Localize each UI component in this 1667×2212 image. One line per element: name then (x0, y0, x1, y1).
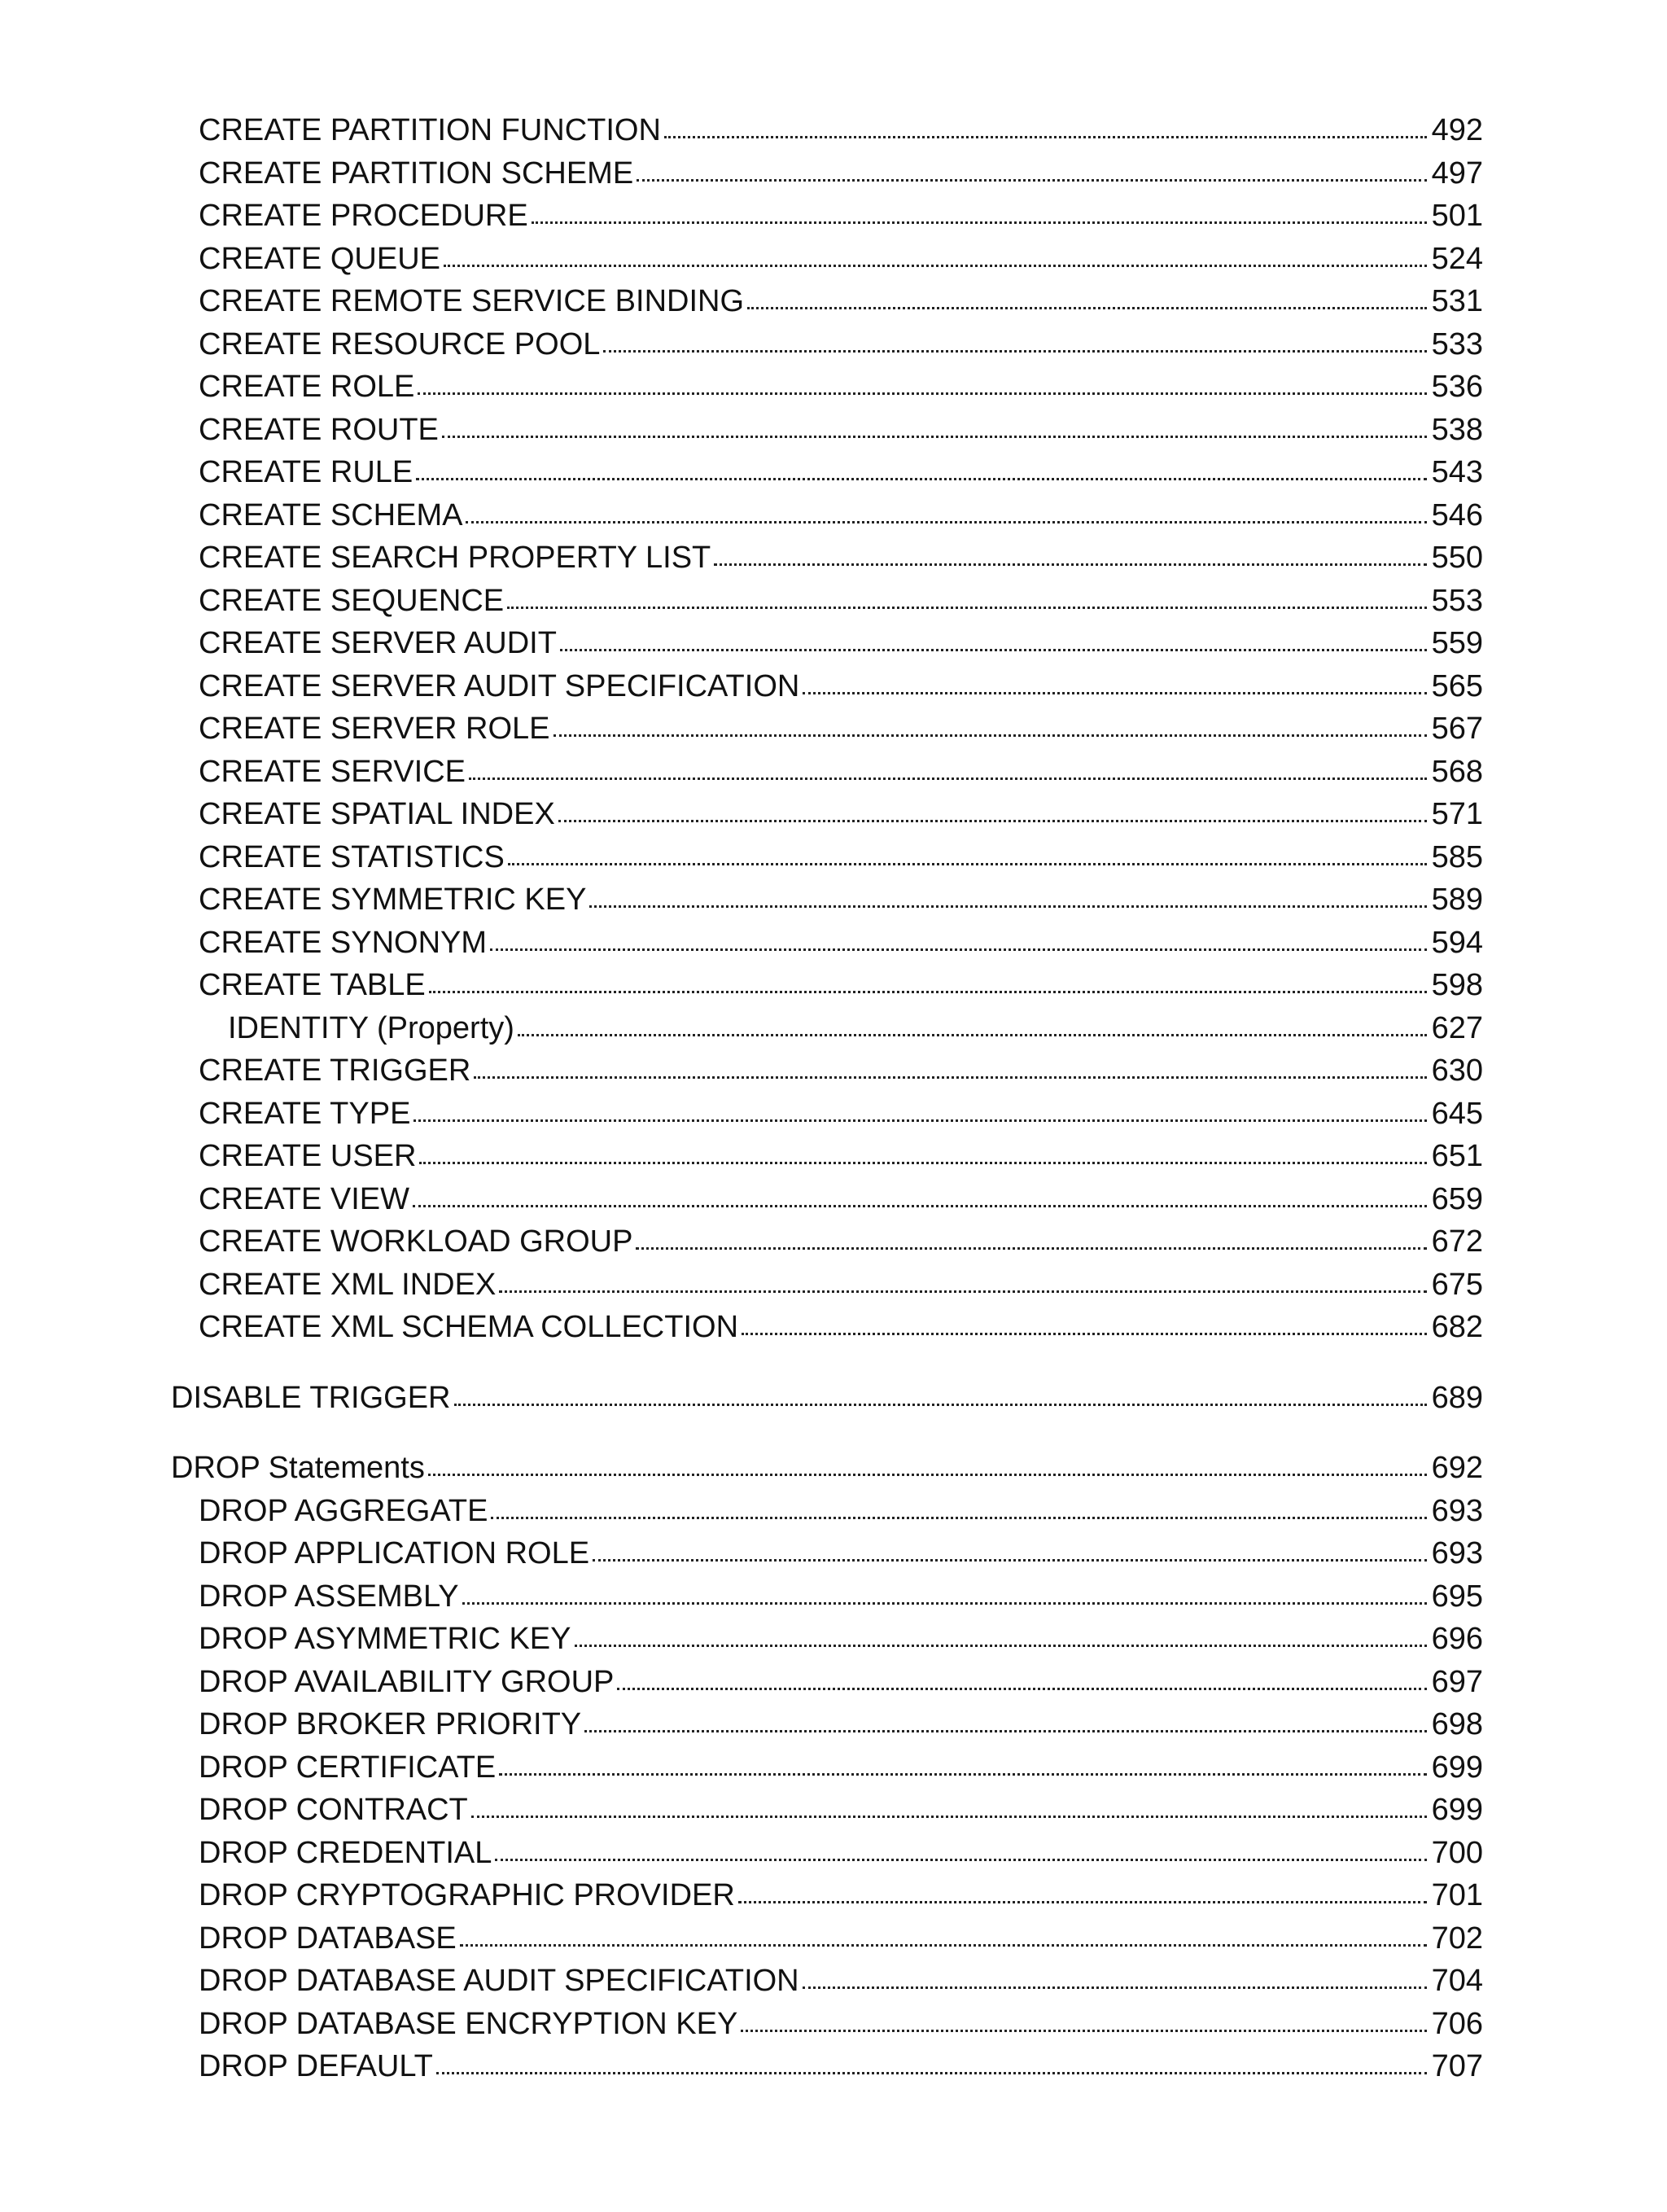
dot-leader (444, 265, 1427, 267)
toc-entry-title: DROP CONTRACT (199, 1793, 468, 1827)
toc-entry[interactable] (171, 1049, 1483, 1093)
dot-leader (558, 820, 1427, 822)
toc-entry-page-number: 682 (1431, 1310, 1483, 1344)
toc-entry[interactable] (171, 537, 1483, 580)
toc-entry-page-number: 571 (1431, 797, 1483, 831)
toc-entry-title: CREATE TABLE (199, 968, 426, 1002)
dot-leader (429, 991, 1427, 993)
toc-entry-page-number: 594 (1431, 925, 1483, 960)
dot-leader (508, 863, 1427, 865)
toc-entry[interactable] (171, 878, 1483, 922)
toc-entry-title: CREATE XML SCHEMA COLLECTION (199, 1310, 739, 1344)
toc-entry[interactable] (171, 1007, 1483, 1050)
toc-entry-title: CREATE SERVER ROLE (199, 712, 550, 746)
toc-entry-page-number: 672 (1431, 1224, 1483, 1259)
toc-entry-title: CREATE PARTITION SCHEME (199, 155, 634, 191)
toc-entry[interactable] (171, 1703, 1483, 1746)
dot-leader (491, 1517, 1426, 1519)
dot-leader (575, 1645, 1427, 1647)
dot-leader (593, 1559, 1427, 1562)
toc-entry-page-number: 698 (1431, 1707, 1483, 1741)
toc-entry-page-number: 707 (1431, 2049, 1483, 2083)
dot-leader (747, 307, 1427, 309)
toc-entry[interactable] (171, 1746, 1483, 1789)
toc-entry-page-number: 497 (1431, 155, 1483, 191)
dot-leader (490, 948, 1427, 951)
toc-entry[interactable] (171, 1377, 1483, 1420)
dot-leader (560, 649, 1427, 651)
dot-leader (469, 777, 1427, 780)
toc-entry[interactable] (171, 109, 1483, 152)
toc-entry-page-number: 704 (1431, 1964, 1483, 1998)
toc-entry[interactable] (171, 2003, 1483, 2046)
toc-entry-title: DROP CREDENTIAL (199, 1835, 492, 1870)
toc-entry-page-number: 706 (1431, 2006, 1483, 2041)
toc-entry[interactable] (171, 665, 1483, 708)
dot-leader (466, 521, 1426, 523)
dot-leader (603, 350, 1426, 353)
toc-entry[interactable] (171, 195, 1483, 238)
toc-entry-title: CREATE WORKLOAD GROUP (199, 1224, 633, 1259)
toc-entry-page-number: 701 (1431, 1878, 1483, 1912)
toc-entry-title: CREATE RESOURCE POOL (199, 326, 601, 361)
table-of-contents (171, 109, 1483, 2088)
toc-entry[interactable] (171, 1575, 1483, 1618)
toc-entry[interactable] (171, 964, 1483, 1007)
toc-entry-page-number: 645 (1431, 1096, 1483, 1131)
dot-leader (518, 1034, 1427, 1036)
toc-entry-title: CREATE SERVER AUDIT SPECIFICATION (199, 668, 800, 703)
dot-leader (495, 1859, 1426, 1861)
toc-entry-title: CREATE PARTITION FUNCTION (199, 113, 661, 147)
toc-entry-title: CREATE XML INDEX (199, 1267, 497, 1302)
dot-leader (584, 1730, 1426, 1732)
toc-entry[interactable] (171, 1618, 1483, 1661)
toc-entry-page-number: 702 (1431, 1921, 1483, 1956)
toc-entry-page-number: 630 (1431, 1053, 1483, 1088)
dot-leader (532, 221, 1427, 224)
dot-leader (738, 1901, 1427, 1903)
toc-entry-page-number: 533 (1431, 326, 1483, 361)
toc-entry-title: DISABLE TRIGGER (171, 1380, 451, 1415)
dot-leader (741, 2030, 1426, 2032)
toc-entry[interactable] (171, 1447, 1483, 1490)
toc-entry-page-number: 538 (1431, 412, 1483, 447)
dot-leader (474, 1076, 1426, 1079)
toc-entry-page-number: 693 (1431, 1493, 1483, 1528)
toc-entry-page-number: 524 (1431, 241, 1483, 276)
toc-entry-title: CREATE SERVER AUDIT (199, 626, 557, 660)
toc-entry[interactable] (171, 1874, 1483, 1917)
toc-entry-page-number: 693 (1431, 1536, 1483, 1570)
toc-entry-title: DROP DATABASE ENCRYPTION KEY (199, 2006, 738, 2041)
toc-entry-page-number: 543 (1431, 455, 1483, 489)
toc-entry-title: CREATE SCHEMA (199, 497, 463, 532)
toc-entry[interactable] (171, 1093, 1483, 1136)
toc-entry-title: CREATE QUEUE (199, 241, 441, 276)
dot-leader (419, 1162, 1426, 1164)
dot-leader (803, 692, 1426, 694)
toc-entry[interactable] (171, 280, 1483, 323)
dot-leader (589, 905, 1426, 908)
toc-entry-page-number: 492 (1431, 113, 1483, 147)
toc-entry[interactable] (171, 152, 1483, 195)
toc-entry-title: DROP APPLICATION ROLE (199, 1536, 590, 1570)
toc-entry-page-number: 589 (1431, 883, 1483, 917)
toc-entry-title: DROP AVAILABILITY GROUP (199, 1664, 615, 1699)
toc-entry[interactable] (171, 1789, 1483, 1832)
toc-entry-title: CREATE ROLE (199, 370, 415, 404)
toc-entry-page-number: 675 (1431, 1267, 1483, 1302)
toc-entry-page-number: 565 (1431, 668, 1483, 703)
dot-leader (442, 436, 1427, 438)
toc-entry[interactable] (171, 1178, 1483, 1221)
toc-entry-title: CREATE SPATIAL INDEX (199, 797, 555, 831)
toc-entry[interactable] (171, 836, 1483, 879)
toc-entry-title: DROP ASYMMETRIC KEY (199, 1622, 571, 1656)
toc-entry-title: CREATE SYMMETRIC KEY (199, 883, 587, 917)
toc-entry-title: CREATE TYPE (199, 1096, 411, 1131)
toc-entry[interactable] (171, 1264, 1483, 1307)
toc-entry[interactable] (171, 1306, 1483, 1349)
toc-entry-page-number: 536 (1431, 370, 1483, 404)
dot-leader (416, 478, 1426, 480)
toc-entry[interactable] (171, 622, 1483, 665)
dot-leader (742, 1333, 1427, 1335)
toc-entry-page-number: 692 (1431, 1451, 1483, 1485)
toc-entry-page-number: 567 (1431, 712, 1483, 746)
toc-entry-page-number: 550 (1431, 541, 1483, 575)
toc-entry[interactable] (171, 238, 1483, 281)
toc-entry-page-number: 553 (1431, 583, 1483, 618)
toc-entry-title: DROP DATABASE (199, 1921, 457, 1956)
toc-entry-page-number: 689 (1431, 1380, 1483, 1415)
toc-entry-title: DROP BROKER PRIORITY (199, 1707, 582, 1741)
toc-entry-title: CREATE USER (199, 1139, 417, 1173)
toc-entry-title: DROP DATABASE AUDIT SPECIFICATION (199, 1964, 799, 1998)
toc-entry[interactable] (171, 2045, 1483, 2088)
toc-entry-page-number: 695 (1431, 1579, 1483, 1614)
dot-leader (460, 1944, 1427, 1947)
dot-leader (636, 1247, 1426, 1250)
toc-entry-page-number: 651 (1431, 1139, 1483, 1173)
dot-leader (462, 1602, 1427, 1605)
dot-leader (617, 1688, 1426, 1690)
toc-entry-title: CREATE SEQUENCE (199, 583, 505, 618)
toc-entry-title: CREATE SERVICE (199, 754, 466, 789)
toc-entry-page-number: 699 (1431, 1793, 1483, 1827)
toc-entry-title: DROP Statements (171, 1451, 425, 1485)
toc-entry-title: CREATE TRIGGER (199, 1053, 471, 1088)
toc-section (171, 109, 1483, 1349)
toc-entry-page-number: 659 (1431, 1181, 1483, 1216)
toc-entry[interactable] (171, 707, 1483, 751)
toc-entry-title: DROP AGGREGATE (199, 1493, 488, 1528)
toc-entry-title: CREATE SYNONYM (199, 925, 488, 960)
toc-entry-title: CREATE VIEW (199, 1181, 409, 1216)
toc-entry[interactable] (171, 1220, 1483, 1264)
dot-leader (637, 179, 1426, 182)
toc-entry-page-number: 697 (1431, 1664, 1483, 1699)
toc-section (171, 1377, 1483, 1420)
dot-leader (428, 1474, 1427, 1476)
dot-leader (418, 392, 1426, 395)
toc-entry-title: CREATE RULE (199, 455, 413, 489)
toc-entry-title: DROP CERTIFICATE (199, 1750, 497, 1785)
toc-entry[interactable] (171, 1832, 1483, 1875)
dot-leader (471, 1816, 1427, 1818)
toc-entry-page-number: 531 (1431, 284, 1483, 318)
dot-leader (436, 2072, 1427, 2074)
toc-entry-title: CREATE REMOTE SERVICE BINDING (199, 284, 745, 318)
toc-entry[interactable] (171, 1490, 1483, 1533)
toc-entry-title: CREATE STATISTICS (199, 839, 505, 874)
toc-entry[interactable] (171, 751, 1483, 794)
toc-section (171, 1447, 1483, 2088)
toc-entry-page-number: 598 (1431, 968, 1483, 1002)
dot-leader (664, 136, 1427, 138)
toc-entry[interactable] (171, 793, 1483, 836)
toc-entry[interactable] (171, 1532, 1483, 1575)
toc-entry-title: IDENTITY (Property) (228, 1010, 514, 1045)
toc-entry-page-number: 627 (1431, 1010, 1483, 1045)
toc-entry[interactable] (171, 1135, 1483, 1178)
dot-leader (454, 1404, 1427, 1406)
toc-entry-title: CREATE ROUTE (199, 412, 439, 447)
dot-leader (413, 1119, 1426, 1122)
toc-entry-title: DROP CRYPTOGRAPHIC PROVIDER (199, 1878, 735, 1912)
toc-entry[interactable] (171, 1661, 1483, 1704)
toc-entry[interactable] (171, 409, 1483, 452)
toc-entry-page-number: 559 (1431, 626, 1483, 660)
dot-leader (499, 1773, 1426, 1776)
dot-leader (507, 607, 1426, 609)
dot-leader (803, 1986, 1427, 1989)
dot-leader (413, 1205, 1427, 1207)
toc-entry[interactable] (171, 1917, 1483, 1960)
toc-entry-title: DROP ASSEMBLY (199, 1579, 459, 1614)
toc-entry[interactable] (171, 922, 1483, 965)
toc-entry-page-number: 568 (1431, 754, 1483, 789)
toc-entry-page-number: 501 (1431, 199, 1483, 233)
toc-entry[interactable] (171, 451, 1483, 494)
dot-leader (714, 563, 1426, 566)
toc-entry[interactable] (171, 1960, 1483, 2003)
toc-entry-page-number: 700 (1431, 1835, 1483, 1870)
toc-entry-page-number: 585 (1431, 839, 1483, 874)
toc-entry[interactable] (171, 323, 1483, 366)
toc-entry[interactable] (171, 580, 1483, 623)
toc-entry-title: CREATE SEARCH PROPERTY LIST (199, 541, 711, 575)
toc-entry-page-number: 546 (1431, 497, 1483, 532)
dot-leader (553, 734, 1427, 737)
toc-entry[interactable] (171, 366, 1483, 409)
toc-entry-page-number: 699 (1431, 1750, 1483, 1785)
toc-entry-title: DROP DEFAULT (199, 2049, 433, 2083)
toc-entry-title: CREATE PROCEDURE (199, 199, 528, 233)
toc-entry[interactable] (171, 494, 1483, 537)
dot-leader (499, 1290, 1426, 1293)
toc-entry-page-number: 696 (1431, 1622, 1483, 1656)
